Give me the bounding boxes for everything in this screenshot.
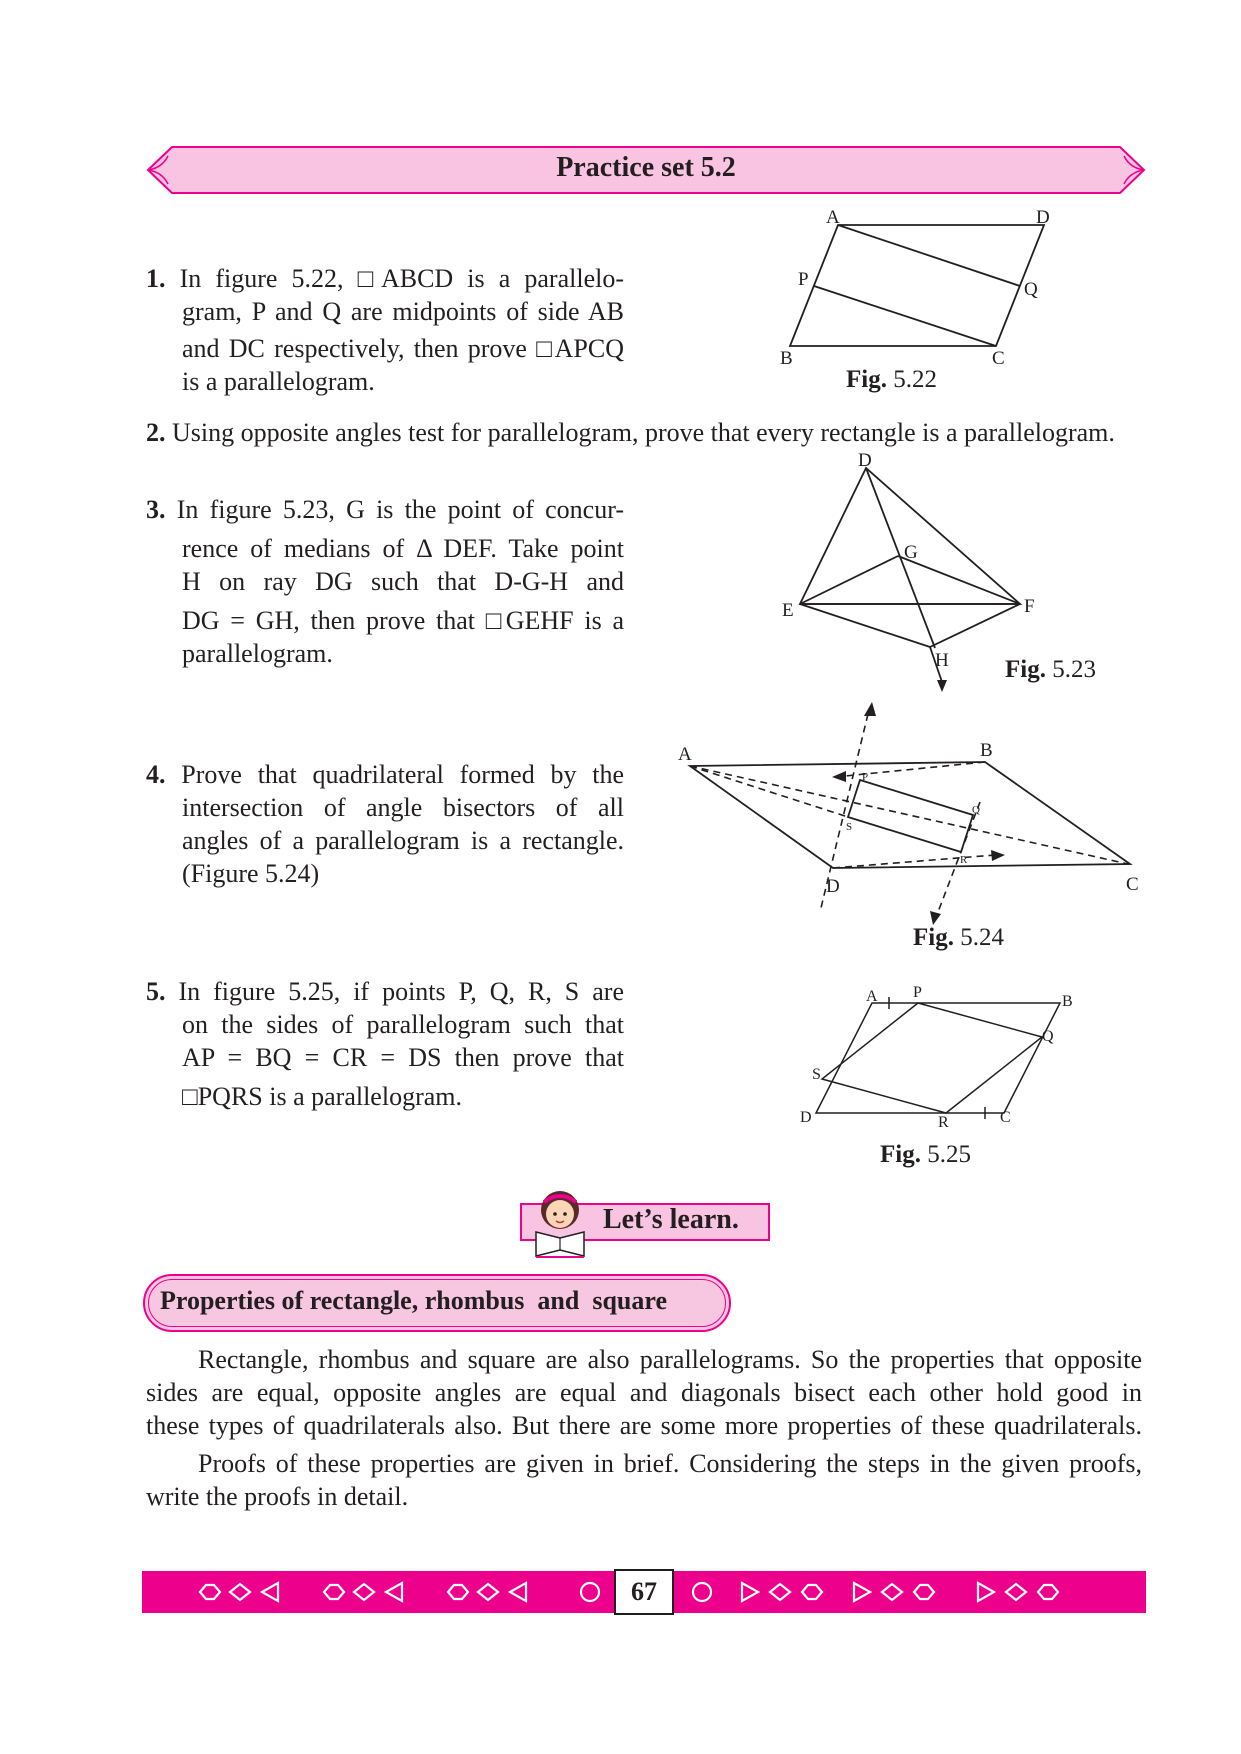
label-b: B <box>1062 993 1073 1010</box>
problem-1 <box>146 262 624 398</box>
problem-3 <box>146 493 624 670</box>
label-d: D <box>826 876 840 897</box>
figure-5-24 <box>680 700 1150 930</box>
paragraph-line: write the proofs in detail. <box>146 1482 409 1511</box>
ray-arrowhead <box>937 680 947 692</box>
label-d: D <box>800 1109 812 1126</box>
page-number: 67 <box>631 1577 657 1606</box>
problem-line: In figure 5.25, if points P, Q, R, S are <box>178 977 624 1006</box>
figure-caption-5-25: Fig. 5.25 <box>880 1141 971 1168</box>
problem-number: 5. <box>146 977 166 1006</box>
label-c: C <box>1000 1109 1011 1126</box>
label-s: S <box>812 1066 821 1083</box>
label-b: B <box>780 348 793 369</box>
paragraph-line: Proofs of these properties are given in brief. Considering the steps in the given proofs, <box>198 1449 1142 1478</box>
segment-aq <box>838 225 1020 286</box>
problem-line: (Figure 5.24) <box>182 859 320 888</box>
problem-line: parallelogram. <box>182 639 333 668</box>
problem-number: 2. <box>146 418 166 447</box>
problem-2 <box>146 416 1146 449</box>
problem-line: and DC respectively, then prove □APCQ <box>182 334 624 363</box>
problem-line: In figure 5.23, G is the point of concur- <box>176 495 625 524</box>
lets-learn-label: Let’s learn. <box>603 1204 739 1235</box>
problem-number: 1. <box>146 264 166 293</box>
label-q: Q <box>972 804 980 816</box>
segment-eh <box>800 604 930 647</box>
problem-line: H on ray DG such that D-G-H and <box>182 567 624 596</box>
paragraph-line: Rectangle, rhombus and square are also parallelograms. So the properties that opposite <box>198 1345 1142 1374</box>
parallelogram-abcd <box>790 225 1044 346</box>
label-d: D <box>858 450 872 471</box>
problem-line: angles of a parallelogram is a rectangle. <box>182 826 624 855</box>
label-g: G <box>904 542 918 563</box>
label-f: F <box>1024 596 1035 617</box>
quadrilateral-pqrs <box>822 1003 1042 1113</box>
label-r: R <box>938 1114 949 1131</box>
segment-hf <box>930 604 1020 647</box>
median-dg <box>866 468 935 648</box>
label-a: A <box>866 988 878 1005</box>
paragraph-line: sides are equal, opposite angles are equal and diagonals bisect each other hold good in <box>146 1378 1142 1407</box>
label-p: P <box>798 269 809 290</box>
label-c: C <box>1126 874 1139 895</box>
problem-line: Using opposite angles test for parallelogram, prove that every rectangle is a parallelogram. <box>172 418 1115 447</box>
label-p: P <box>913 984 922 1001</box>
figure-caption-5-24: Fig. 5.24 <box>913 924 1004 951</box>
label-h: H <box>935 650 949 671</box>
girl-reading-icon <box>528 1186 592 1258</box>
label-e: E <box>782 600 794 621</box>
paragraph-1 <box>146 1343 1142 1442</box>
problem-line: DG = GH, then prove that □GEHF is a <box>182 606 624 635</box>
label-p: P <box>862 771 869 783</box>
label-q: Q <box>1042 1028 1054 1045</box>
problem-number: 4. <box>146 760 166 789</box>
figure-caption-5-22: Fig. 5.22 <box>846 366 937 393</box>
label-q: Q <box>1024 279 1038 300</box>
problem-line: In figure 5.22, □ABCD is a parallelo- <box>179 264 625 293</box>
problem-4 <box>146 758 624 890</box>
label-b: B <box>980 740 993 761</box>
rectangle-pqrs <box>848 780 973 852</box>
paragraph-2 <box>146 1447 1142 1513</box>
bisector-c <box>690 766 848 817</box>
problem-line: AP = BQ = CR = DS then prove that <box>182 1043 624 1072</box>
label-c: C <box>992 348 1005 369</box>
problem-line: gram, P and Q are midpoints of side AB <box>182 297 624 326</box>
problem-line: rence of medians of Δ DEF. Take point <box>182 534 624 563</box>
label-a: A <box>826 207 840 228</box>
label-r: R <box>960 854 968 866</box>
label-s: S <box>846 821 853 833</box>
label-a: A <box>678 744 692 765</box>
figure-5-22 <box>770 205 1070 369</box>
problem-line: is a parallelogram. <box>182 367 375 396</box>
problem-line: Prove that quadrilateral formed by the <box>181 760 624 789</box>
problem-line: on the sides of parallelogram such that <box>182 1010 624 1039</box>
bisector-a <box>690 766 1128 864</box>
segment-pc <box>814 286 996 346</box>
parallelogram-abcd <box>690 762 1130 868</box>
problem-5 <box>146 975 624 1113</box>
problem-line: □PQRS is a parallelogram. <box>182 1082 462 1111</box>
bisector-d2 <box>938 802 980 912</box>
segment-eg <box>800 556 898 604</box>
parallelogram-abcd <box>816 1003 1060 1113</box>
problem-number: 3. <box>146 495 166 524</box>
label-d: D <box>1036 207 1050 228</box>
figure-caption-5-23: Fig. 5.23 <box>1005 656 1096 683</box>
paragraph-line: these types of quadrilaterals also. But there are some more properties of these quadrilaterals. <box>146 1411 1142 1440</box>
problem-line: intersection of angle bisectors of all <box>182 793 624 822</box>
page-title: Practice set 5.2 <box>556 152 736 183</box>
figure-5-25 <box>790 984 1080 1131</box>
section-title: Properties of rectangle, rhombus and square <box>160 1286 667 1315</box>
